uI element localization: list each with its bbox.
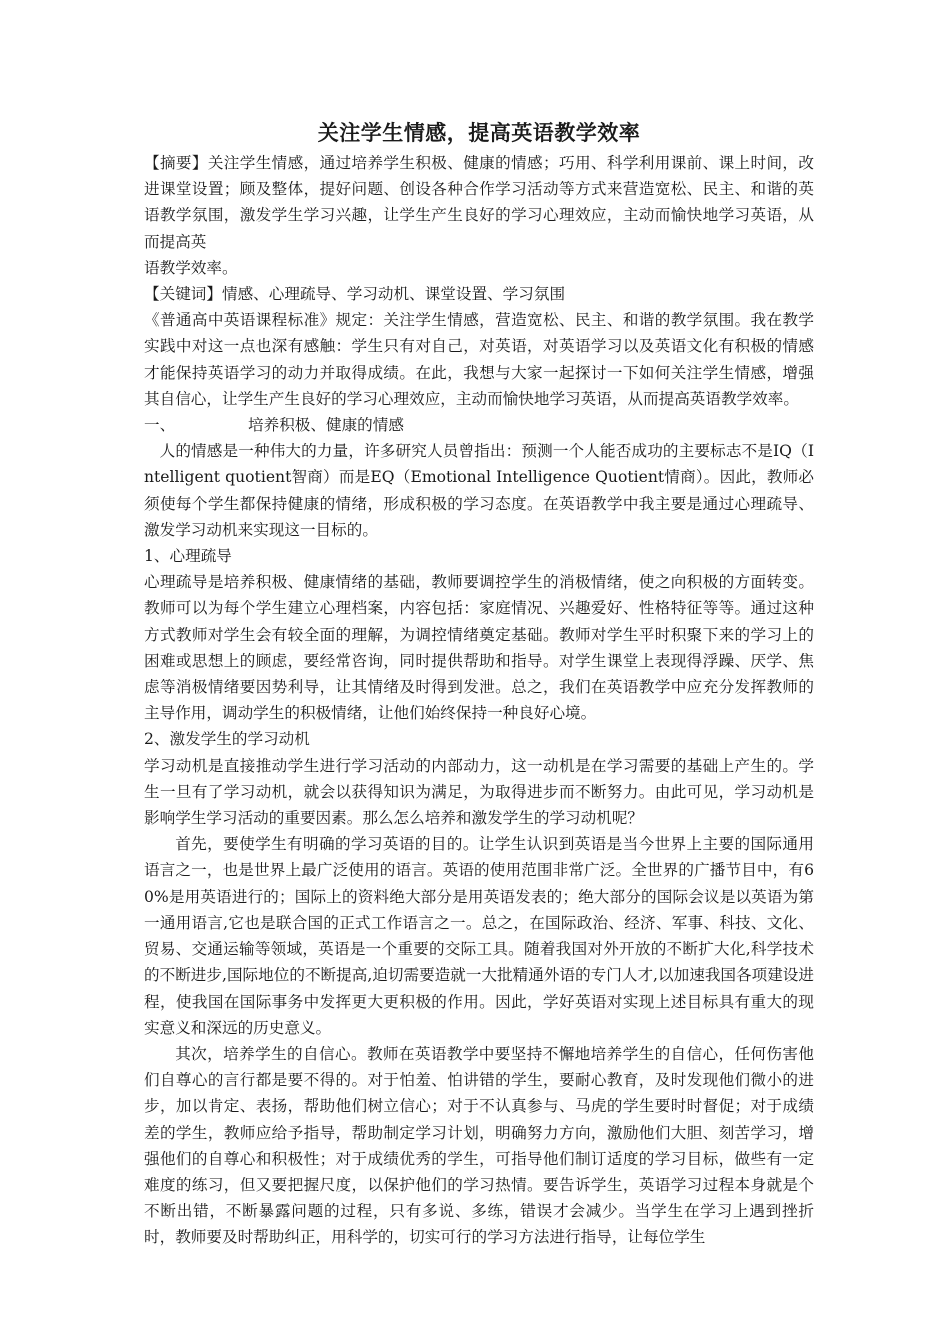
abstract-continuation: 语教学效率。 xyxy=(144,258,238,277)
paragraph-second: 其次，培养学生的自信心。教师在英语教学中要坚持不懈地培养学生的自信心，任何伤害他们自尊心的言行都是要不得的。对于怕羞、怕讲错的学生，要耐心教育，及时发现他们微小的进步，加以肯定、表扬，帮助他们树立信心；对于不认真参与、马虎的学生要时时督促；对于成绩差的学生，教师应给予指导，帮助制定学习计划，明确努力方向，激励他们大胆、刻苦学习，增强他们的自尊心和积极性；对于成绩优秀的学生，可指导他们制订适度的学习目标，做些有一定难度的练习，但又要把握尺度，以保护他们的学习热情。要告诉学生，英语学习过程本身就是个不断出错，不断暴露问题的过程，只有多说、多练，错误才会减少。当学生在学习上遇到挫折时，教师要及时帮助纠正，用科学的，切实可行的学习方法进行指导，让每位学生 xyxy=(144,1044,814,1247)
abstract: 【摘要】关注学生情感，通过培养学生积极、健康的情感；巧用、科学利用课前、课上时间，改进课堂设置；顾及整体，提好问题、创设各种合作学习活动等方式来营造宽松、民主、和谐的英语教学氛围，激发学生学习兴趣，让学生产生良好的学习心理效应，主动而愉快地学习英语，从而提高英 xyxy=(144,154,814,251)
section-heading-1 xyxy=(144,412,814,438)
subsection-heading-1: 1、心理疏导 xyxy=(144,547,232,566)
keywords: 【关键词】情感、心理疏导、学习动机、课堂设置、学习氛围 xyxy=(144,285,566,304)
document-title: 关注学生情感，提高英语教学效率 xyxy=(317,120,641,145)
intro-paragraph: 《普通高中英语课程标准》规定：关注学生情感，营造宽松、民主、和谐的教学氛围。我在教学实践中对这一点也深有感触：学生只有对自己，对英语，对英语学习以及英语文化有积极的情感才能保持英语学习的动力并取得成绩。在此，我想与大家一起探讨一下如何关注学生情感，增强其自信心，让学生产生良好的学习心理效应，主动而愉快地学习英语，从而提高英语教学效率。 xyxy=(144,311,814,408)
paragraph-first: 首先，要使学生有明确的学习英语的目的。让学生认识到英语是当今世界上主要的国际通用语言之一，也是世界上最广泛使用的语言。英语的使用范围非常广泛。全世界的广播节目中，有60%是用英语进行的；国际上的资料绝大部分是用英语发表的；绝大部分的国际会议是以英语为第一通用语言,它也是联合国的正式工作语言之一。总之，在国际政治、经济、军事、科技、文化、贸易、交通运输等领域，英语是一个重要的交际工具。随着我国对外开放的不断扩大化,科学技术的不断进步,国际地位的不断提高,迫切需要造就一大批精通外语的专门人才,以加速我国各项建设进程，使我国在国际事务中发挥更大更积极的作用。因此，学好英语对实现上述目标具有重大的现实意义和深远的历史意义。 xyxy=(144,835,814,1037)
document-page xyxy=(144,118,814,1251)
section1-paragraph: 人的情感是一种伟大的力量，许多研究人员曾指出：预测一个人能否成功的主要标志不是IQ（Intelligent quotient智商）而是EQ（Emotional Intelligence Quotient情商）。因此，教师必须使每个学生都保持健康的情绪，形成积极的学习态度。在英语教学中我主要是通过心理疏导、激发学习动机来实现这一目标的。 xyxy=(144,442,814,539)
subsection1-paragraph: 心理疏导是培养积极、健康情绪的基础，教师要调控学生的消极情绪，使之向积极的方面转变。教师可以为每个学生建立心理档案，内容包括：家庭情况、兴趣爱好、性格特征等等。通过这种方式教师对学生会有较全面的理解，为调控情绪奠定基础。教师对学生平时积聚下来的学习上的困难或思想上的顾虑，要经常咨询，同时提供帮助和指导。对学生课堂上表现得浮躁、厌学、焦虑等消极情绪要因势利导，让其情绪及时得到发泄。总之，我们在英语教学中应充分发挥教师的主导作用，调动学生的积极情绪，让他们始终保持一种良好心境。 xyxy=(144,573,814,723)
subsection-heading-2: 2、激发学生的学习动机 xyxy=(144,730,310,749)
section-number: 一、 xyxy=(144,416,176,435)
subsection2-paragraph: 学习动机是直接推动学生进行学习活动的内部动力，这一动机是在学习需要的基础上产生的。学生一旦有了学习动机，就会以获得知识为满足，为取得进步而不断努力。由此可见，学习动机是影响学生学习活动的重要因素。那么怎么培养和激发学生的学习动机呢？ xyxy=(144,756,814,828)
section-title: 培养积极、健康的情感 xyxy=(248,416,404,435)
